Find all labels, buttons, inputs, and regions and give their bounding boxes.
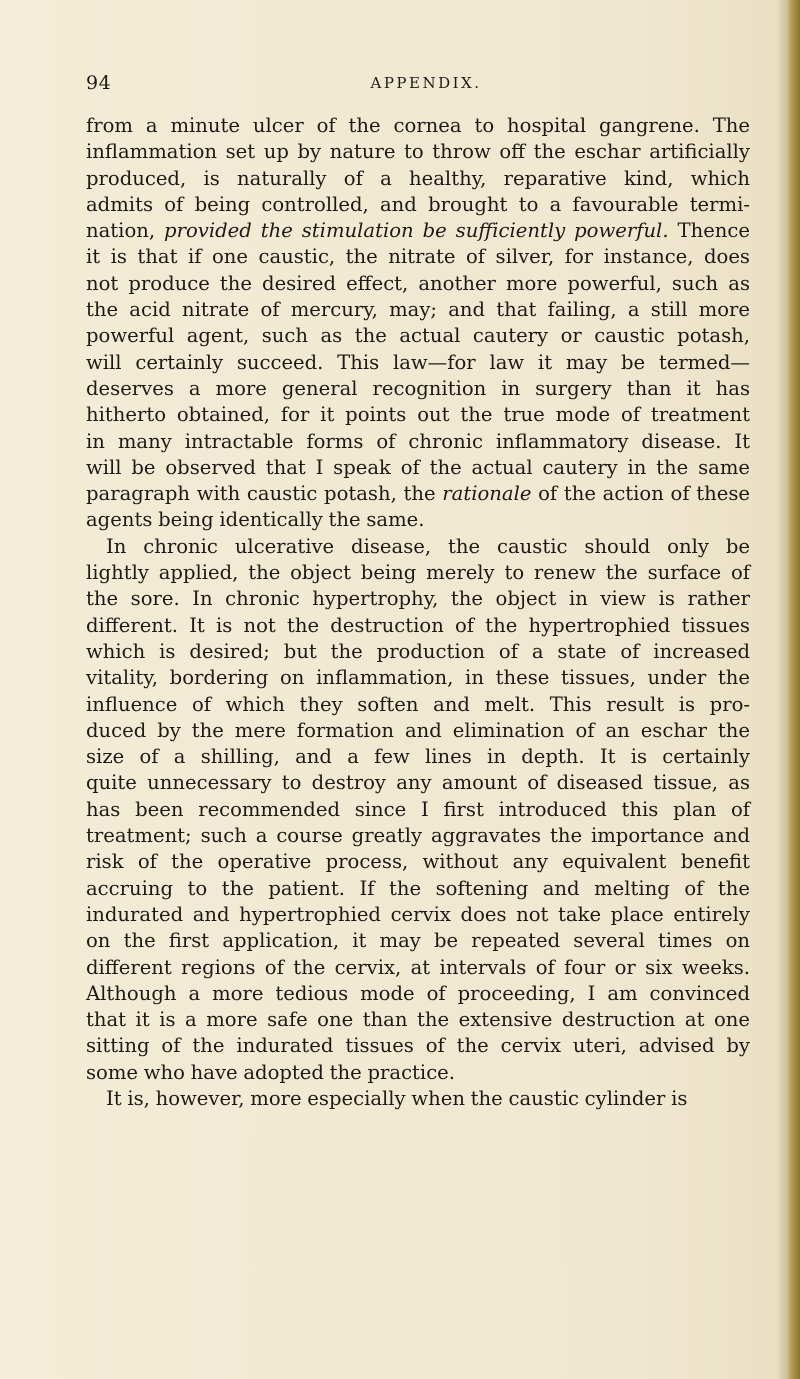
text-line: agents being identically the same. (86, 508, 425, 532)
page-gutter-shadow (776, 0, 786, 1379)
text-line: will be observed that I speak of the actual cautery in the same (86, 455, 750, 479)
italic-word: rationale (442, 482, 532, 506)
text-line: treatment; such a course greatly aggravates the importance and (86, 824, 750, 848)
text-line: some who have adopted the practice. (86, 1060, 455, 1084)
text-line (86, 218, 750, 244)
text-line: lightly applied, the object being merely to renew the surface of (86, 561, 750, 585)
page-header (86, 72, 746, 102)
text-line: inflammation set up by nature to throw off the eschar artificially (86, 140, 750, 164)
text-line: the acid nitrate of mercury, may; and that failing, a still more (86, 298, 750, 322)
text-line: size of a shilling, and a few lines in depth. It is certainly (86, 745, 750, 769)
text-line: which is desired; but the production of a state of increased (86, 639, 750, 663)
text-line: deserves a more general recognition in surgery than it has (86, 376, 750, 400)
text-segment: paragraph with caustic potash, the (86, 482, 436, 506)
text-line: It is, however, more especially when the caustic cylinder is (106, 1086, 688, 1110)
text-line: the sore. In chronic hypertrophy, the object in view is rather (86, 587, 750, 611)
page-edge (786, 0, 800, 1379)
text-line: admits of being controlled, and brought to a favourable termi- (86, 192, 750, 216)
text-line: In chronic ulcerative disease, the caustic should only be (106, 534, 750, 558)
text-segment: nation, (86, 219, 156, 243)
text-segment: Thence (677, 219, 750, 243)
text-line: has been recommended since I first introduced this plan of (86, 797, 750, 821)
text-line: indurated and hypertrophied cervix does not take place entirely (86, 902, 750, 926)
text-line: powerful agent, such as the actual cautery or caustic potash, (86, 324, 750, 348)
text-line: Although a more tedious mode of proceeding, I am convinced (86, 981, 750, 1005)
text-line: accruing to the patient. If the softening and melting of the (86, 876, 750, 900)
text-line: duced by the mere formation and elimination of an eschar the (86, 718, 750, 742)
text-line: produced, is naturally of a healthy, reparative kind, which (86, 166, 750, 190)
text-line: quite unnecessary to destroy any amount of diseased tissue, as (86, 771, 750, 795)
body-text (86, 113, 750, 1112)
text-line: sitting of the indurated tissues of the cervix uteri, advised by (86, 1034, 750, 1058)
text-line: different. It is not the destruction of the hypertrophied tissues (86, 613, 750, 637)
text-line: not produce the desired effect, another more powerful, such as (86, 271, 750, 295)
text-line: in many intractable forms of chronic inflammatory disease. It (86, 429, 750, 453)
page-number: 94 (86, 72, 112, 94)
text-line: influence of which they soften and melt. This result is pro- (86, 692, 750, 716)
text-line: from a minute ulcer of the cornea to hospital gangrene. The (86, 114, 750, 137)
text-line: will certainly succeed. This law—for law it may be termed— (86, 350, 750, 374)
text-line: that it is a more safe one than the extensive destruction at one (86, 1008, 750, 1032)
text-line: vitality, bordering on inflammation, in these tissues, under the (86, 666, 750, 690)
text-line: on the first application, it may be repeated several times on (86, 929, 750, 953)
text-line (86, 481, 750, 507)
text-line: risk of the operative process, without any equivalent benefit (86, 850, 750, 874)
text-line: different regions of the cervix, at intervals of four or six weeks. (86, 955, 750, 979)
text-line: hitherto obtained, for it points out the true mode of treatment (86, 403, 750, 427)
text-line: it is that if one caustic, the nitrate of silver, for instance, does (86, 245, 750, 269)
italic-phrase: provided the stimulation be sufficiently powerful. (164, 219, 669, 243)
text-segment: of the action of these (538, 482, 750, 506)
running-head: APPENDIX. (370, 74, 482, 92)
